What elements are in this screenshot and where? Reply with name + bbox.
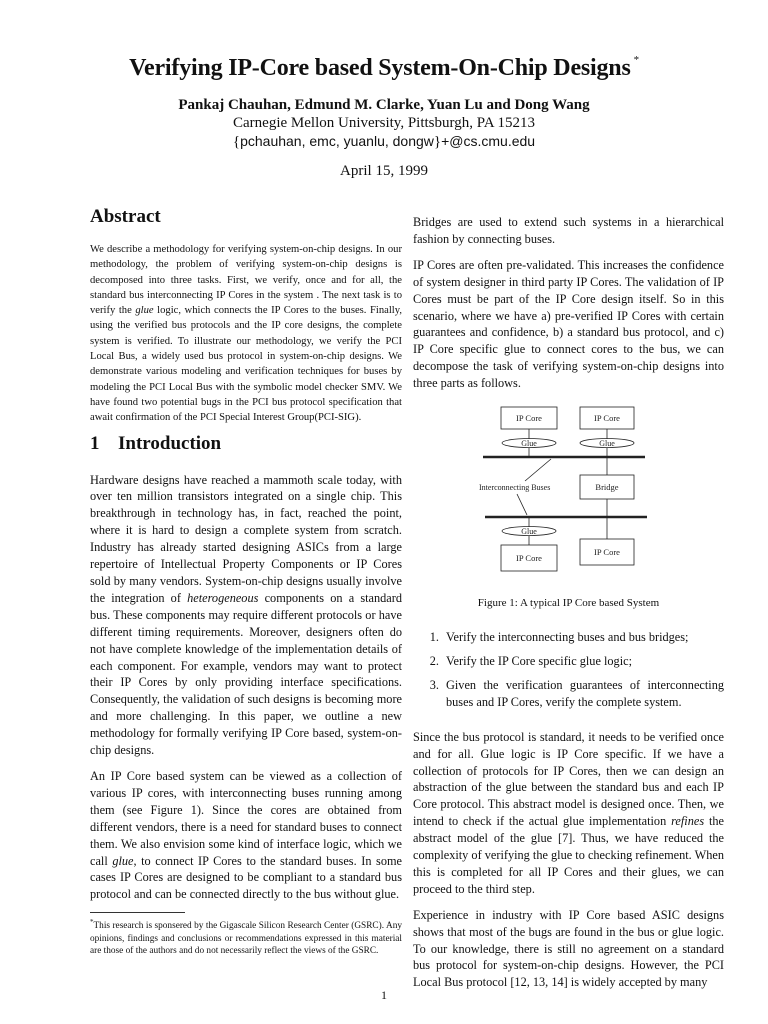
- ip-core-label: IP Core: [594, 413, 620, 424]
- left-column: [90, 206, 402, 957]
- pointer-line: [517, 494, 527, 515]
- interconnecting-buses-label: Interconnecting Buses: [479, 483, 551, 493]
- standard-bus-paragraph: Since the bus protocol is standard, it needs to be verified once and for all. Glue logic is IP Core specific. If we have a collection of protocols for IP Cores, then we can design an abstraction of the glue between the standard bus and each IP Core protocol. This abstract model is designed once. Then, we intend to check if the actual glue implementation refines the abstract model of the glue [7]. Thus, we have reduced the complexity of verifying the glue to checking refinement. When this is completed for all IP Cores and their glues, we can proceed to the third step.: [413, 729, 724, 896]
- intro-paragraph-1: Hardware designs have reached a mammoth scale today, with over ten million transistors integrated on a single chip. This breakthrough in technology has, in fact, reached the point, where it is hard to design a complete system from scratch. Industry has already started designing ASICs from a large repertoire of Intellectual Property Components or IP Cores sold by many vendors. System-on-chip designs usually involve the integration of heterogeneous components on a standard bus. These components may require different protocols or have different timing requirements. Moreover, designers often do not have complete knowledge of the implementation details of each component. For example, vendors may want to protect their IP Cores by only providing interface specifications. Consequently, the validation of such designs is becoming more and more challenging. In this paper, we outline a new methodology for formally verifying IP Core based, system-on-chip designs.: [90, 472, 402, 758]
- abstract-text: We describe a methodology for verifying system-on-chip designs. In our methodology, the problem of verifying system-on-chip designs is decomposed into three tasks. First, we verify, once and for all, the standard bus interconnecting IP Cores in the system . The next task is to verify the glue logic, which connects the IP Cores to the buses. Finally, using the verified bus protocols and the IP core designs, the complete system is verified. To illustrate our methodology, we verify the PCI Local Bus, a widely used bus protocol in system-on-chip designs. We demonstrate various modeling and verification techniques for buses by modeling the PCI Local Bus with the symbolic model checker SMV. We have found two potential bugs in the PCI bus protocol specification that await confirmation of the PCI Special Interest Group(PCI-SIG).: [90, 244, 402, 424]
- introduction-heading: 1 Introduction: [90, 432, 222, 454]
- footnote-divider: [90, 912, 185, 913]
- intro-paragraph-2: An IP Core based system can be viewed as a collection of various IP cores, with interconnecting buses running among them (see Figure 1). Since the cores are obtained from different vendors, there is a need for standard buses to connect them. We also envision some kind of interface logic, which we call glue, to connect IP Cores to the standard buses. In some cases IP Cores are designed to be compliant to a standard bus protocol and can be connected directly to the bus without glue.: [90, 768, 402, 902]
- paper-title: Verifying IP-Core based System-On-Chip Designs *: [129, 54, 639, 81]
- glue-label: Glue: [521, 527, 537, 537]
- bridges-paragraph: Bridges are used to extend such systems in a hierarchical fashion by connecting buses.: [413, 215, 724, 246]
- list-item: 2. Verify the IP Core specific glue logic;: [429, 653, 632, 668]
- prevalidated-paragraph: IP Cores are often pre-validated. This increases the confidence of system designer in third party IP Cores. The validation of IP Cores must be part of the IP Core design itself. So in this scenario, where we have a) pre-verified IP Cores with certain guarantees and confidence, b) a standard bus protocol, and c) IP Core specific glue to connect cores to the bus, we can decompose the task of verifying system-on-chip designs into three parts as follows.: [413, 257, 724, 391]
- list-item: 3. Given the verification guarantees of interconnecting buses and IP Cores, verify the complete system.: [429, 677, 724, 709]
- glue-label: Glue: [599, 439, 615, 449]
- page-number: 1: [381, 988, 387, 1002]
- glue-label: Glue: [521, 439, 537, 449]
- author-emails: {pchauhan, emc, yuanlu, dongw}+@cs.cmu.edu: [232, 133, 536, 150]
- affiliation: Carnegie Mellon University, Pittsburgh, PA 15213: [233, 115, 535, 131]
- paper-date: April 15, 1999: [340, 163, 428, 179]
- footnote: *This research is sponsered by the Gigascale Silicon Research Center (GSRC). Any opinions, findings and conclusions or recommendations expressed in this material are those of the authors and do not necessarily reflect the views of the GSRC.: [90, 918, 402, 956]
- right-column: [413, 214, 724, 1000]
- figure-caption: Figure 1: A typical IP Core based System: [477, 597, 660, 610]
- bridge-label: Bridge: [595, 482, 619, 493]
- figure-1-diagram: [413, 405, 724, 595]
- ip-core-label: IP Core: [516, 553, 542, 564]
- experience-paragraph: Experience in industry with IP Core based ASIC designs shows that most of the bugs are found in the bus or glue logic. To our knowledge, there is still no agreement on a standard bus protocol for system-on-chip designs. However, the PCI Local Bus protocol [12, 13, 14] is widely accepted by many: [413, 907, 724, 990]
- pointer-line: [525, 459, 551, 481]
- title-footnote-mark: *: [633, 54, 639, 66]
- verification-steps-list: [413, 629, 724, 711]
- ip-core-label: IP Core: [516, 413, 542, 424]
- ip-core-label: IP Core: [594, 547, 620, 558]
- abstract-heading: Abstract: [90, 206, 161, 227]
- authors: Pankaj Chauhan, Edmund M. Clarke, Yuan Lu and Dong Wang: [178, 97, 590, 113]
- list-item: 1. Verify the interconnecting buses and bus bridges;: [429, 630, 689, 645]
- system-diagram: [413, 405, 724, 595]
